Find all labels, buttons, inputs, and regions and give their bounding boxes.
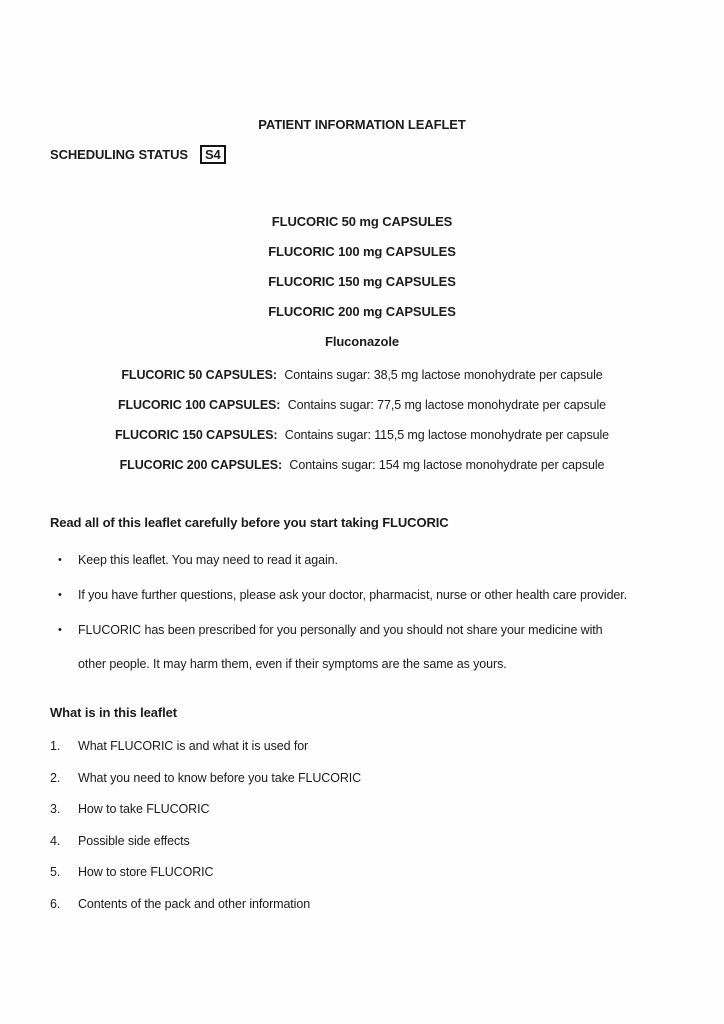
bullet-item bbox=[50, 613, 690, 681]
bullet-item bbox=[50, 578, 690, 612]
toc-text: Contents of the pack and other information bbox=[78, 896, 311, 911]
toc-number: 2. bbox=[50, 770, 61, 785]
toc-text: Possible side effects bbox=[78, 833, 190, 848]
scheduling-status bbox=[50, 145, 226, 164]
sugar-line-product: FLUCORIC 100 CAPSULES: bbox=[117, 398, 281, 412]
toc-item bbox=[50, 794, 361, 826]
bullet-icon: • bbox=[58, 624, 62, 636]
toc-number: 1. bbox=[50, 739, 61, 753]
product-heading: FLUCORIC 100 mg CAPSULES bbox=[268, 244, 456, 259]
bullet-item bbox=[50, 543, 690, 577]
bullet-list bbox=[50, 543, 690, 682]
product-heading: FLUCORIC 50 mg CAPSULES bbox=[271, 214, 453, 229]
product-heading: FLUCORIC 150 mg CAPSULES bbox=[268, 274, 456, 289]
bullet-text: Keep this leaflet. You may need to read it again. bbox=[78, 553, 338, 567]
toc-text: How to store FLUCORIC bbox=[78, 865, 214, 879]
toc-list bbox=[50, 731, 361, 920]
bullet-text: other people. It may harm them, even if their symptoms are the same as yours. bbox=[78, 657, 507, 671]
active-ingredient: Fluconazole bbox=[324, 334, 400, 349]
sugar-content-list bbox=[0, 360, 724, 480]
sugar-line bbox=[0, 390, 724, 420]
sugar-line-detail: Contains sugar: 115,5 mg lactose monohydrate per capsule bbox=[284, 428, 609, 442]
bullet-icon: • bbox=[58, 554, 62, 566]
sugar-line bbox=[0, 360, 724, 390]
toc-item bbox=[50, 857, 361, 889]
sugar-line-product: FLUCORIC 200 CAPSULES: bbox=[119, 458, 283, 472]
toc-item bbox=[50, 731, 361, 763]
section-heading-read: Read all of this leaflet carefully before you start taking FLUCORIC bbox=[50, 515, 449, 530]
scheduling-status-badge: S4 bbox=[200, 145, 226, 164]
sugar-line-product: FLUCORIC 150 CAPSULES: bbox=[114, 428, 278, 442]
toc-number: 4. bbox=[50, 833, 61, 848]
sugar-line-detail: Contains sugar: 38,5 mg lactose monohydrate per capsule bbox=[284, 368, 603, 382]
sugar-line-detail: Contains sugar: 77,5 mg lactose monohydrate per capsule bbox=[287, 398, 607, 412]
toc-number: 6. bbox=[50, 896, 61, 911]
sugar-line bbox=[0, 450, 724, 480]
bullet-text: If you have further questions, please ask your doctor, pharmacist, nurse or other health care provider. bbox=[78, 588, 628, 602]
sugar-line-product: FLUCORIC 50 CAPSULES: bbox=[121, 368, 277, 382]
bullet-text: FLUCORIC has been prescribed for you personally and you should not share your medicine with bbox=[78, 623, 603, 637]
toc-number: 3. bbox=[50, 802, 61, 816]
toc-item bbox=[50, 826, 361, 858]
document-title: PATIENT INFORMATION LEAFLET bbox=[258, 117, 466, 132]
toc-item bbox=[50, 889, 361, 921]
sugar-line bbox=[0, 420, 724, 450]
toc-number: 5. bbox=[50, 865, 61, 879]
toc-item bbox=[50, 763, 361, 795]
toc-text: What FLUCORIC is and what it is used for bbox=[78, 739, 309, 753]
toc-text: How to take FLUCORIC bbox=[78, 802, 210, 816]
product-headings bbox=[0, 207, 724, 357]
product-heading: FLUCORIC 200 mg CAPSULES bbox=[268, 304, 456, 319]
toc-text: What you need to know before you take FLUCORIC bbox=[78, 770, 362, 785]
scheduling-status-label: SCHEDULING STATUS bbox=[50, 147, 188, 162]
bullet-icon: • bbox=[58, 589, 62, 601]
sugar-line-detail: Contains sugar: 154 mg lactose monohydrate per capsule bbox=[289, 458, 605, 472]
section-heading-contents: What is in this leaflet bbox=[50, 705, 177, 720]
